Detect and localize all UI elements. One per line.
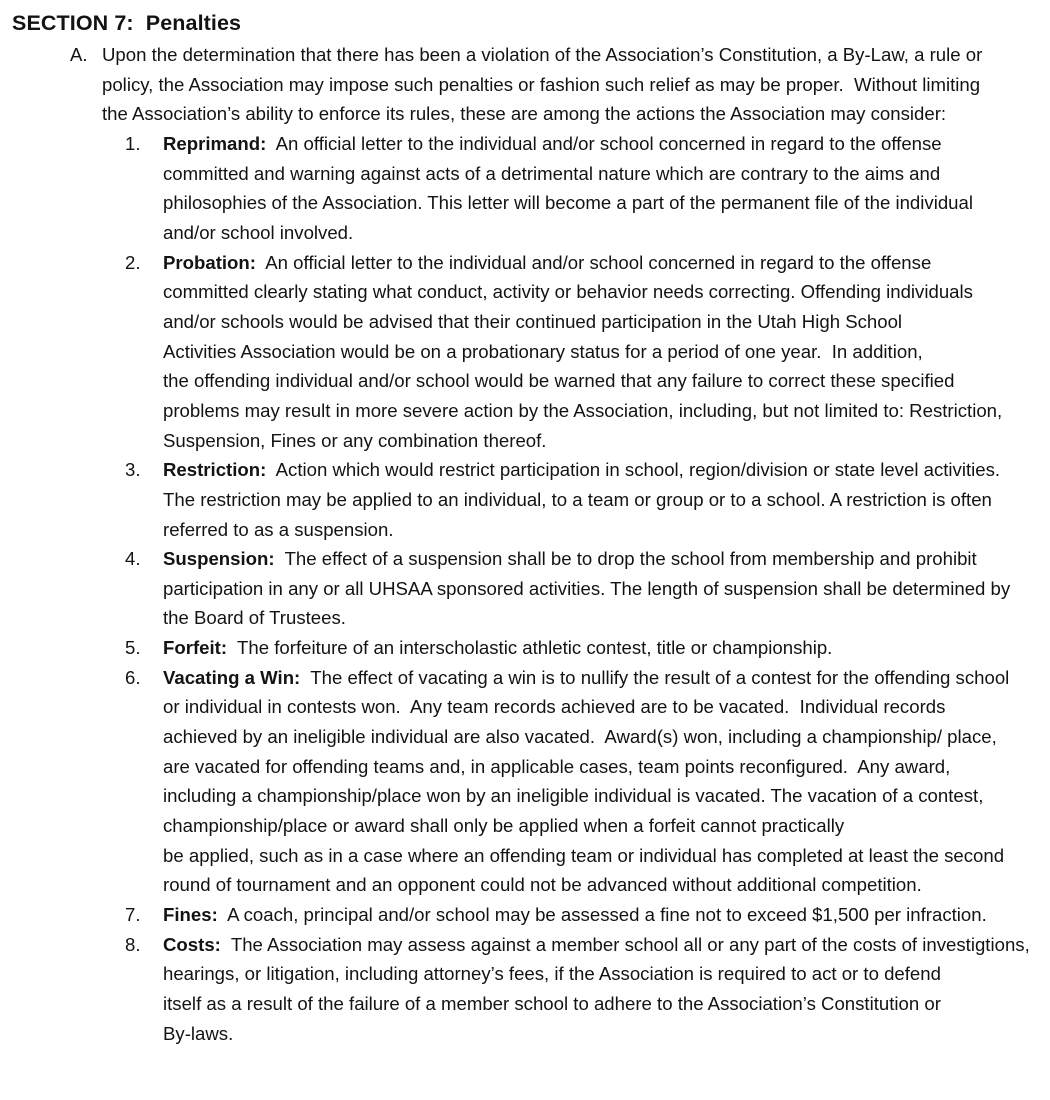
text-line <box>163 930 1030 960</box>
text-line: participation in any or all UHSAA sponsored activities. The length of suspension shall be determined by <box>163 577 1011 599</box>
text-line: referred to as a suspension. <box>163 518 394 540</box>
text-line <box>163 455 1030 485</box>
list-marker-3: 3. <box>125 459 141 481</box>
list-item-fines <box>102 900 1030 930</box>
list-item-a <box>12 40 1030 1048</box>
text-run: Action which would restrict participation in school, region/division or state level activities. <box>266 459 1001 481</box>
text-line <box>163 663 1030 693</box>
list-item-costs <box>102 930 1030 1049</box>
list-item-restriction <box>102 455 1030 544</box>
text-line: championship/place or award shall only be applied when a forfeit cannot practically <box>163 815 845 837</box>
list-item-reprimand <box>102 129 1030 248</box>
list-marker-5: 5. <box>125 637 141 659</box>
text-line: achieved by an ineligible individual are also vacated. Award(s) won, including a championship/ place, <box>163 726 997 748</box>
list-item-suspension <box>102 544 1030 633</box>
text-line: Suspension, Fines or any combination thereof. <box>163 429 547 451</box>
lettered-list <box>12 40 1030 1048</box>
term-label: Probation: <box>163 251 256 273</box>
text-line: the Board of Trustees. <box>163 607 346 629</box>
text-line <box>163 900 1030 930</box>
paragraph-restriction <box>163 455 1030 544</box>
text-line: policy, the Association may impose such penalties or fashion such relief as may be proper. Without limiting <box>102 73 981 95</box>
paragraph-forfeit <box>163 633 1030 663</box>
text-line: are vacated for offending teams and, in applicable cases, team points reconfigured. Any award, <box>163 755 951 777</box>
text-line: hearings, or litigation, including attorney’s fees, if the Association is required to act or to defend <box>163 963 941 985</box>
list-marker-2: 2. <box>125 251 141 273</box>
paragraph-vacating-a-win <box>163 663 1030 900</box>
text-line: the Association’s ability to enforce its rules, these are among the actions the Association may consider: <box>102 103 947 125</box>
paragraph-probation <box>163 248 1030 456</box>
text-line: or individual in contests won. Any team records achieved are to be vacated. Individual records <box>163 696 946 718</box>
text-run: An official letter to the individual and/or school concerned in regard to the offense <box>266 132 942 154</box>
text-line: committed clearly stating what conduct, activity or behavior needs correcting. Offending individuals <box>163 281 973 303</box>
list-item-probation <box>102 248 1030 456</box>
text-line <box>163 544 1030 574</box>
text-line: committed and warning against acts of a detrimental nature which are contrary to the aims and <box>163 162 941 184</box>
term-label: Suspension: <box>163 548 275 570</box>
list-marker-a: A. <box>70 44 88 65</box>
text-line <box>163 633 1030 663</box>
text-run: A coach, principal and/or school may be assessed a fine not to exceed $1,500 per infraction. <box>217 904 987 926</box>
text-line: Upon the determination that there has been a violation of the Association’s Constitution, a By-Law, a rule or <box>102 44 983 65</box>
text-line: itself as a result of the failure of a member school to adhere to the Association’s Constitution or <box>163 993 941 1014</box>
term-label: Restriction: <box>163 459 267 481</box>
text-line: and/or schools would be advised that their continued participation in the Utah High School <box>163 310 903 332</box>
term-label: Reprimand: <box>163 132 267 154</box>
paragraph-a <box>102 40 1030 129</box>
list-marker-4: 4. <box>125 548 141 570</box>
list-marker-1: 1. <box>125 132 141 154</box>
list-marker-8: 8. <box>125 933 141 955</box>
paragraph-suspension <box>163 544 1030 633</box>
text-line: be applied, such as in a case where an offending team or individual has completed at least the second <box>163 844 1005 866</box>
text-line: the offending individual and/or school would be warned that any failure to correct these specified <box>163 370 955 392</box>
text-line <box>163 129 1030 159</box>
text-line: The restriction may be applied to an individual, to a team or group or to a school. A restriction is often <box>163 488 992 510</box>
text-run: An official letter to the individual and/or school concerned in regard to the offense <box>255 251 932 273</box>
text-line: Activities Association would be on a probationary status for a period of one year. In addition, <box>163 340 923 362</box>
text-line: round of tournament and an opponent could not be advanced without additional competition. <box>163 874 922 896</box>
numbered-list <box>102 129 1030 1048</box>
term-label: Costs: <box>163 933 221 955</box>
paragraph-fines <box>163 900 1030 930</box>
list-item-forfeit <box>102 633 1030 663</box>
text-line: and/or school involved. <box>163 221 354 243</box>
list-marker-7: 7. <box>125 904 141 926</box>
text-line: including a championship/place won by an ineligible individual is vacated. The vacation of a contest, <box>163 785 984 807</box>
text-run: The effect of vacating a win is to nullify the result of a contest for the offending school <box>300 666 1010 688</box>
term-label: Vacating a Win: <box>163 666 301 688</box>
term-label: Forfeit: <box>163 637 228 659</box>
paragraph-costs <box>163 930 1030 1049</box>
text-line: philosophies of the Association. This letter will become a part of the permanent file of the individual <box>163 192 973 214</box>
list-marker-6: 6. <box>125 666 141 688</box>
text-line: problems may result in more severe action by the Association, including, but not limited to: Restriction, <box>163 399 1003 421</box>
text-line: By-laws. <box>163 1022 234 1044</box>
text-line <box>163 248 1030 278</box>
list-item-vacating-a-win <box>102 663 1030 900</box>
page-title: SECTION 7: Penalties <box>12 11 242 35</box>
term-label: Fines: <box>163 904 218 926</box>
paragraph-reprimand <box>163 129 1030 248</box>
text-run: The forfeiture of an interscholastic athletic contest, title or championship. <box>227 637 833 659</box>
text-run: The Association may assess against a member school all or any part of the costs of investigtions, <box>220 933 1030 955</box>
text-run: The effect of a suspension shall be to drop the school from membership and prohibit <box>274 548 977 570</box>
